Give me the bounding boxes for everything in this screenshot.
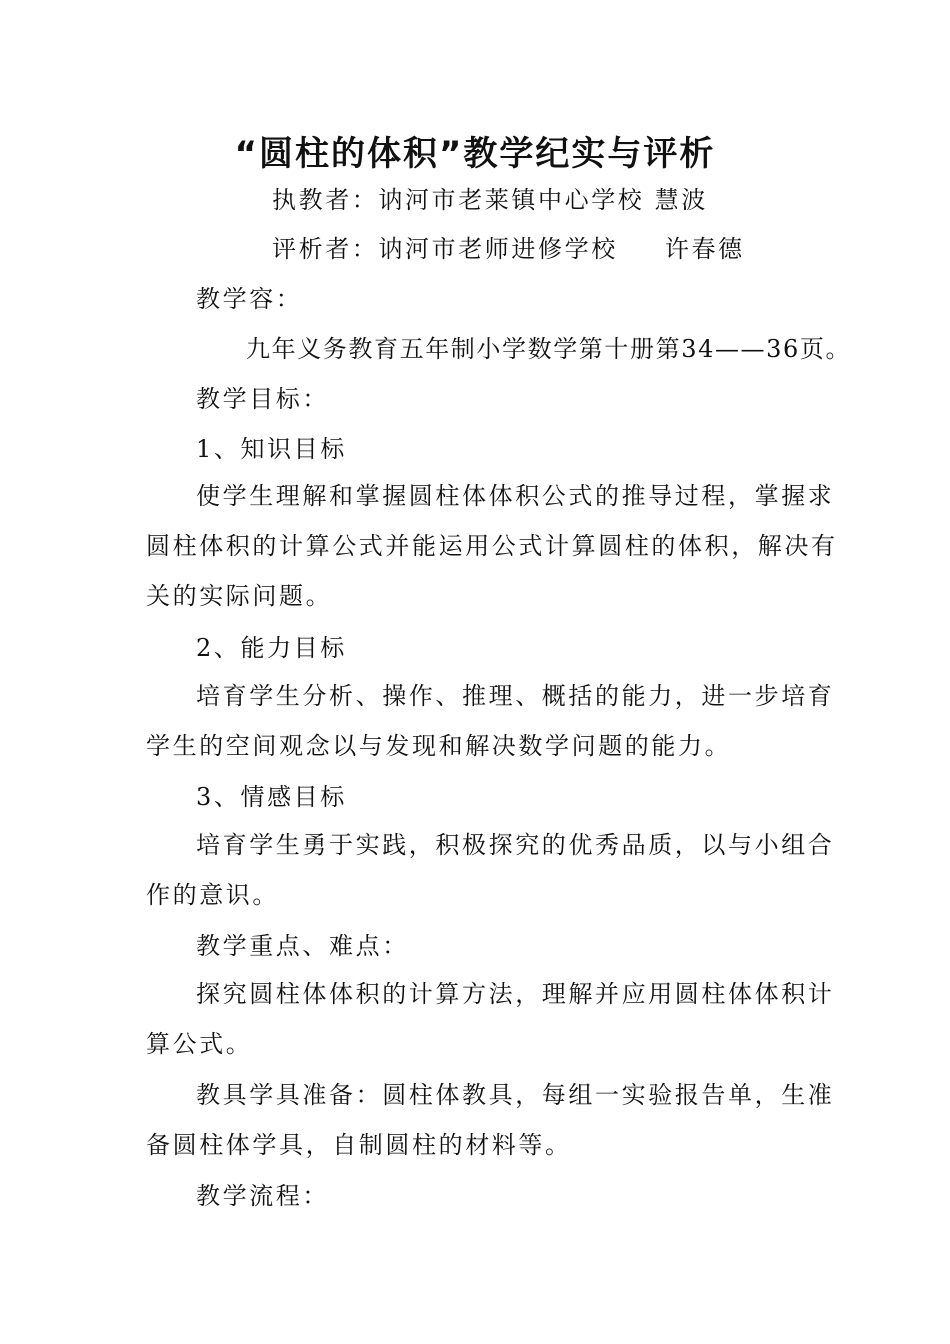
goals-heading: 教学目标： [196,385,329,413]
goal3-text: 培育学生勇于实践，积极探究的优秀品质，以与小组合作的意识。 [146,831,835,909]
process-heading: 教学流程： [196,1182,329,1210]
document-title: “圆柱的体积”教学纪实与评析 [234,134,716,174]
goal2-heading: 2、能力目标 [196,634,347,662]
tools-text: 教具学具准备：圆柱体教具，每组一实验报告单，生准备圆柱体学具，自制圆柱的材料等。 [146,1081,835,1159]
goal3-heading: 3、情感目标 [196,783,347,811]
goal2-text: 培育学生分析、操作、推理、概括的能力，进一步培育学生的空间观念以与发现和解决数学问题的能力。 [146,682,835,760]
teacher-line: 执教者：讷河市老莱镇中心学校 慧波 [272,186,708,214]
goal1-text: 使学生理解和掌握圆柱体体积公式的推导过程，掌握求圆柱体积的计算公式并能运用公式计算圆柱的体积，解决有关的实际问题。 [146,482,838,610]
key-points-heading: 教学重点、难点： [196,932,409,960]
content-heading: 教学容： [196,285,303,313]
goal1-heading: 1、知识目标 [196,435,347,463]
content-text: 九年义务教育五年制小学数学第十册第34——36页。 [246,335,852,363]
key-points-text: 探究圆柱体体积的计算方法，理解并应用圆柱体体积计算公式。 [146,980,835,1058]
reviewer-line: 评析者：讷河市老师进修学校 许春德 [272,235,745,263]
